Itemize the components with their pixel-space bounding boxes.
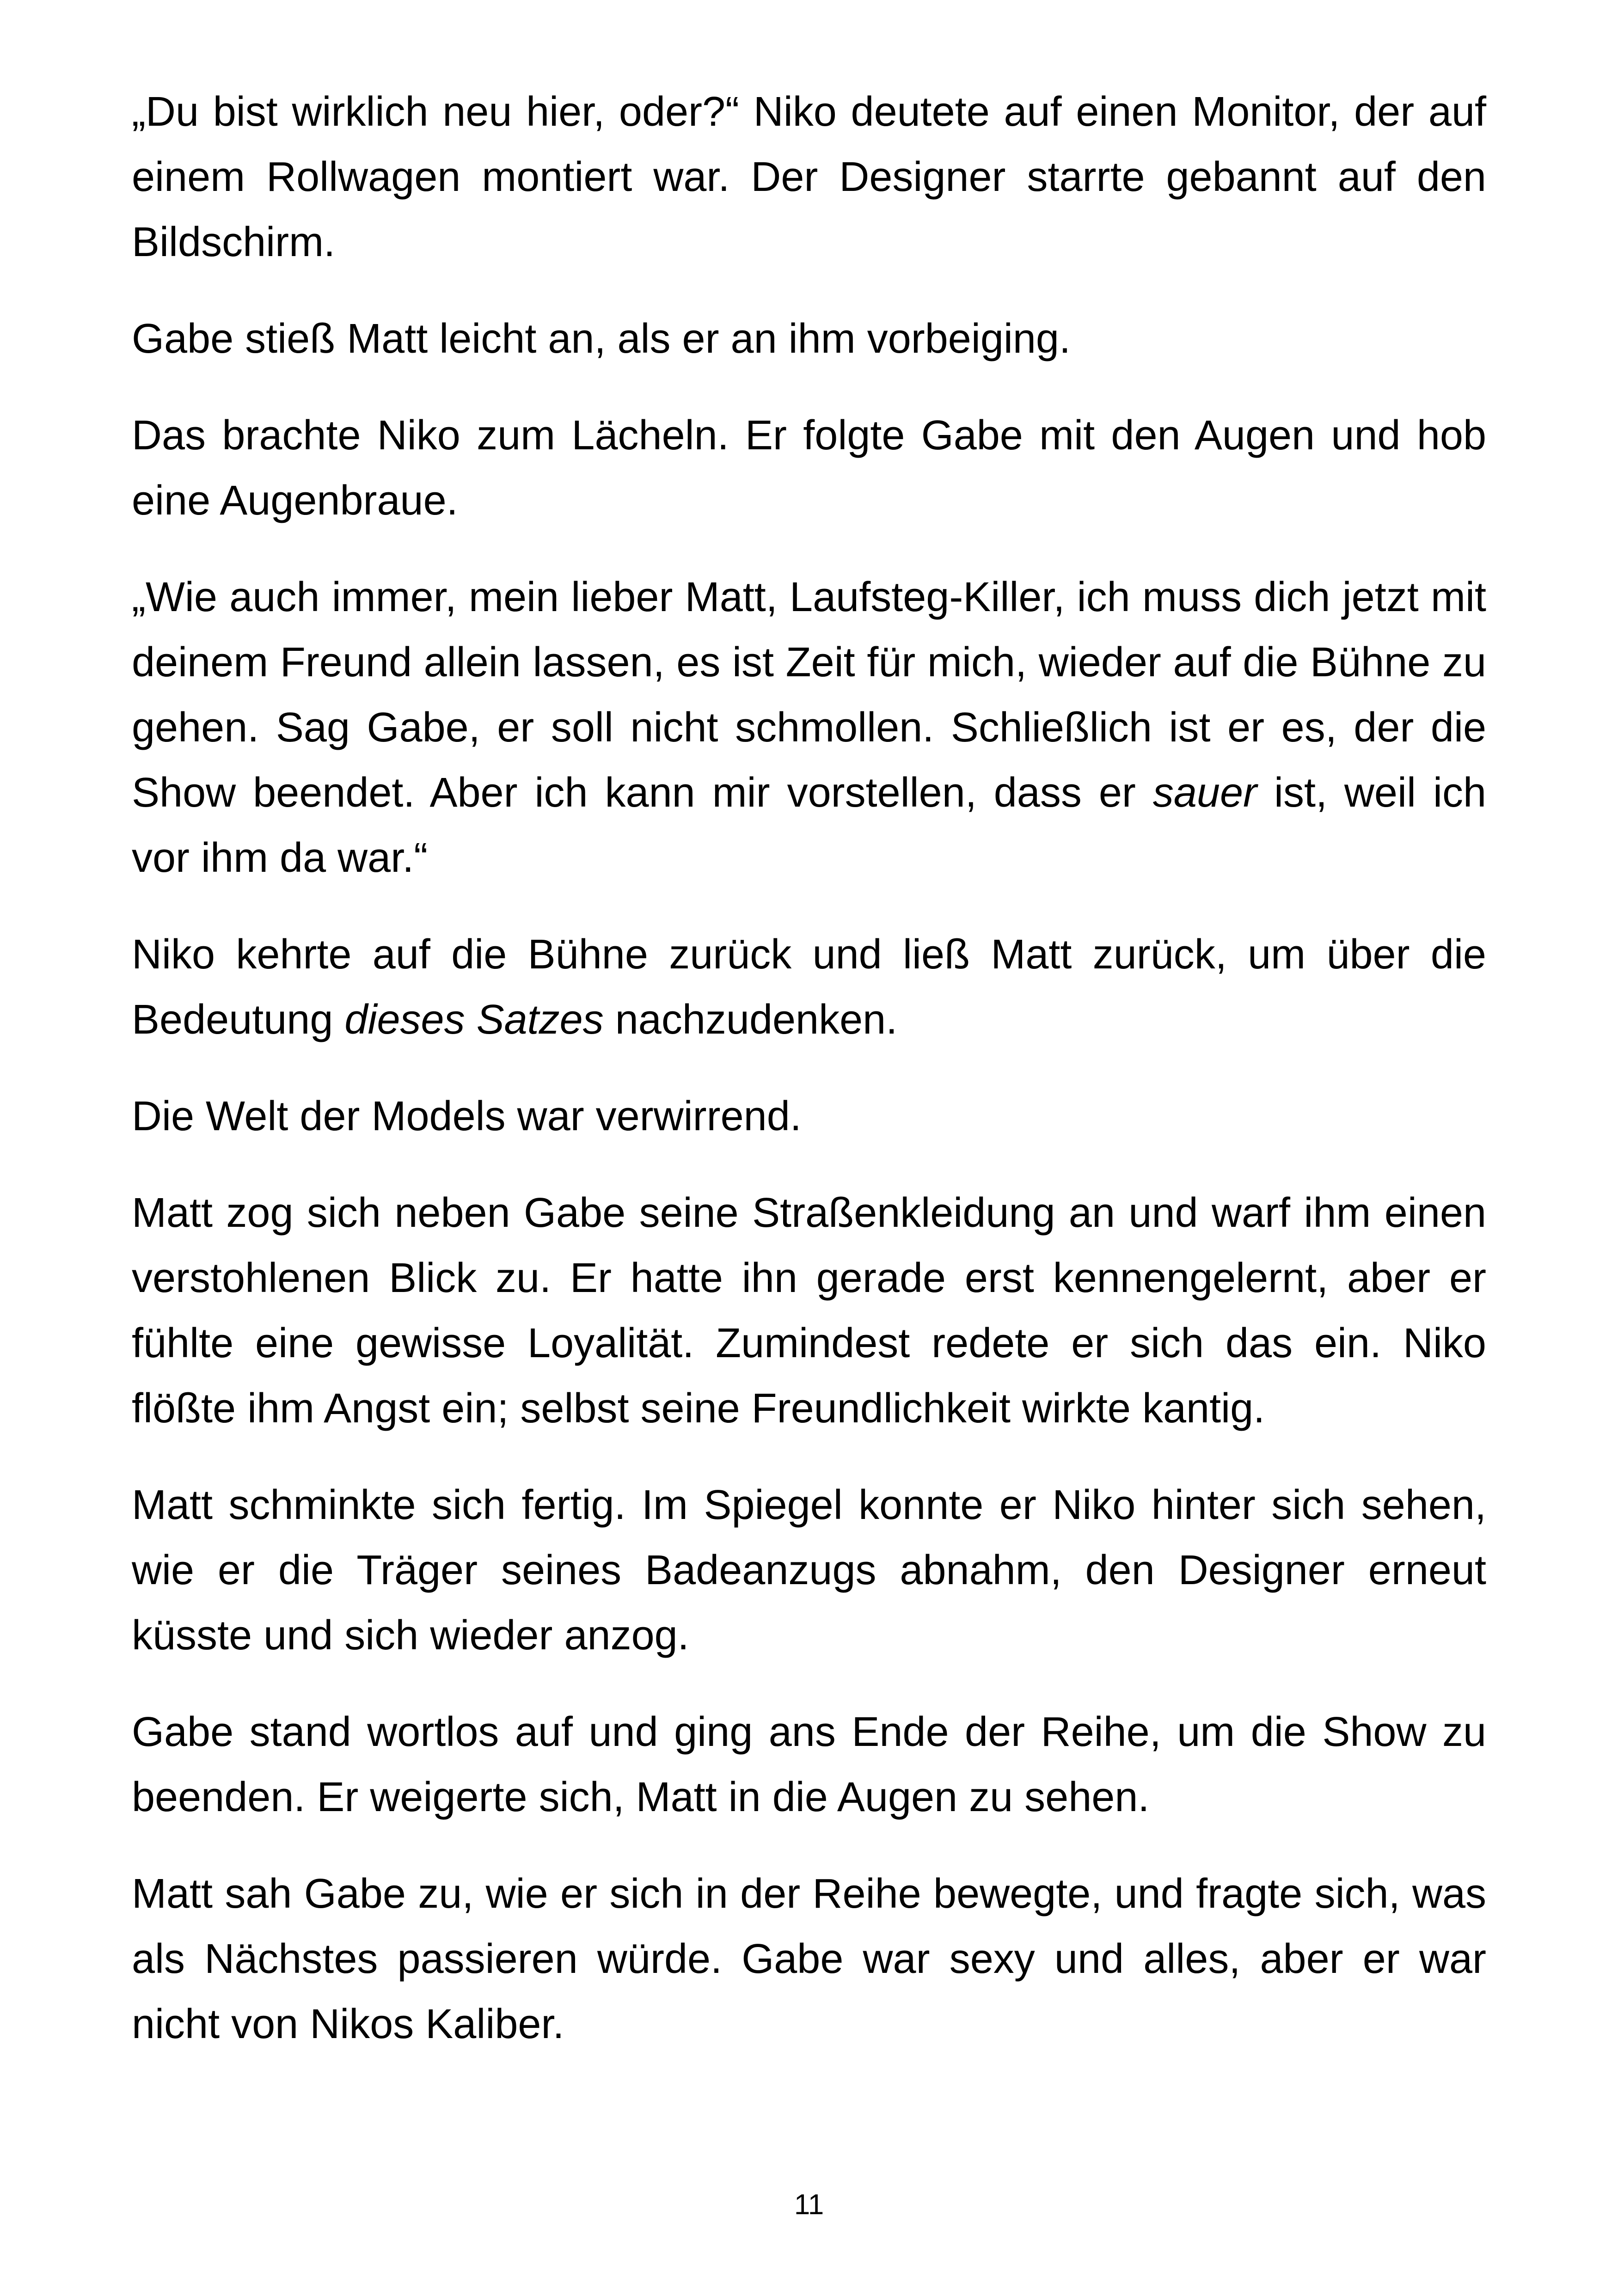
paragraph [132,306,1486,372]
text-run: Gabe stand wortlos auf und ging ans Ende der Reihe, um die Show zu beenden. Er weigerte sich, Matt in die Augen zu sehen. [132,1709,1486,1820]
text-run: Die Welt der Models war verwirrend. [132,1093,802,1139]
paragraph [132,1473,1486,1668]
paragraph [132,565,1486,891]
text-run: Matt zog sich neben Gabe seine Straßenkleidung an und warf ihm einen verstohlenen Blick zu. Er hatte ihn gerade erst kennengelernt, aber er fühlte eine gewisse Loyalität. Zumindest redete er sich das ein. Niko flößte ihm Angst ein; selbst seine Freundlichkeit wirkte kantig. [132,1190,1486,1432]
text-run: nachzudenken. [603,997,898,1043]
text-run: Gabe stieß Matt leicht an, als er an ihm vorbeiging. [132,316,1071,362]
text-run: Matt schminkte sich fertig. Im Spiegel konnte er Niko hinter sich sehen, wie er die Träger seines Badeanzugs abnahm, den Designer erneut küsste und sich wieder anzog. [132,1482,1486,1659]
paragraph [132,80,1486,275]
page-number: 11 [794,2189,824,2221]
italic-text: sauer [1152,770,1257,816]
paragraph [132,1700,1486,1830]
italic-text: dieses Satzes [344,997,604,1043]
text-run: „Du bist wirklich neu hier, oder?“ Niko deutete auf einen Monitor, der auf einem Rollwagen montiert war. Der Designer starrte gebannt auf den Bildschirm. [132,89,1486,265]
paragraph [132,922,1486,1053]
paragraph [132,403,1486,533]
text-run: Niko kehrte auf die Bühne zurück und ließ Matt zurück, um über die Bedeutung [132,931,1486,1043]
text-run: Das brachte Niko zum Lächeln. Er folgte Gabe mit den Augen und hob eine Augenbraue. [132,412,1486,524]
text-run: ist, weil ich vor ihm da war.“ [132,770,1486,881]
paragraph [132,1181,1486,1441]
paragraph [132,1084,1486,1149]
text-run: Matt sah Gabe zu, wie er sich in der Reihe bewegte, und fragte sich, was als Nächstes passieren würde. Gabe war sexy und alles, aber er war nicht von Nikos Kaliber. [132,1871,1486,2047]
body-text [132,80,1486,2088]
text-run: „Wie auch immer, mein lieber Matt, Laufsteg-Killer, ich muss dich jetzt mit deinem Freund allein lassen, es ist Zeit für mich, wieder auf die Bühne zu gehen. Sag Gabe, er soll nicht schmollen. Schließlich ist er es, der die Show beendet. Aber ich kann mir vorstellen, dass er [132,574,1486,816]
paragraph [132,1861,1486,2057]
